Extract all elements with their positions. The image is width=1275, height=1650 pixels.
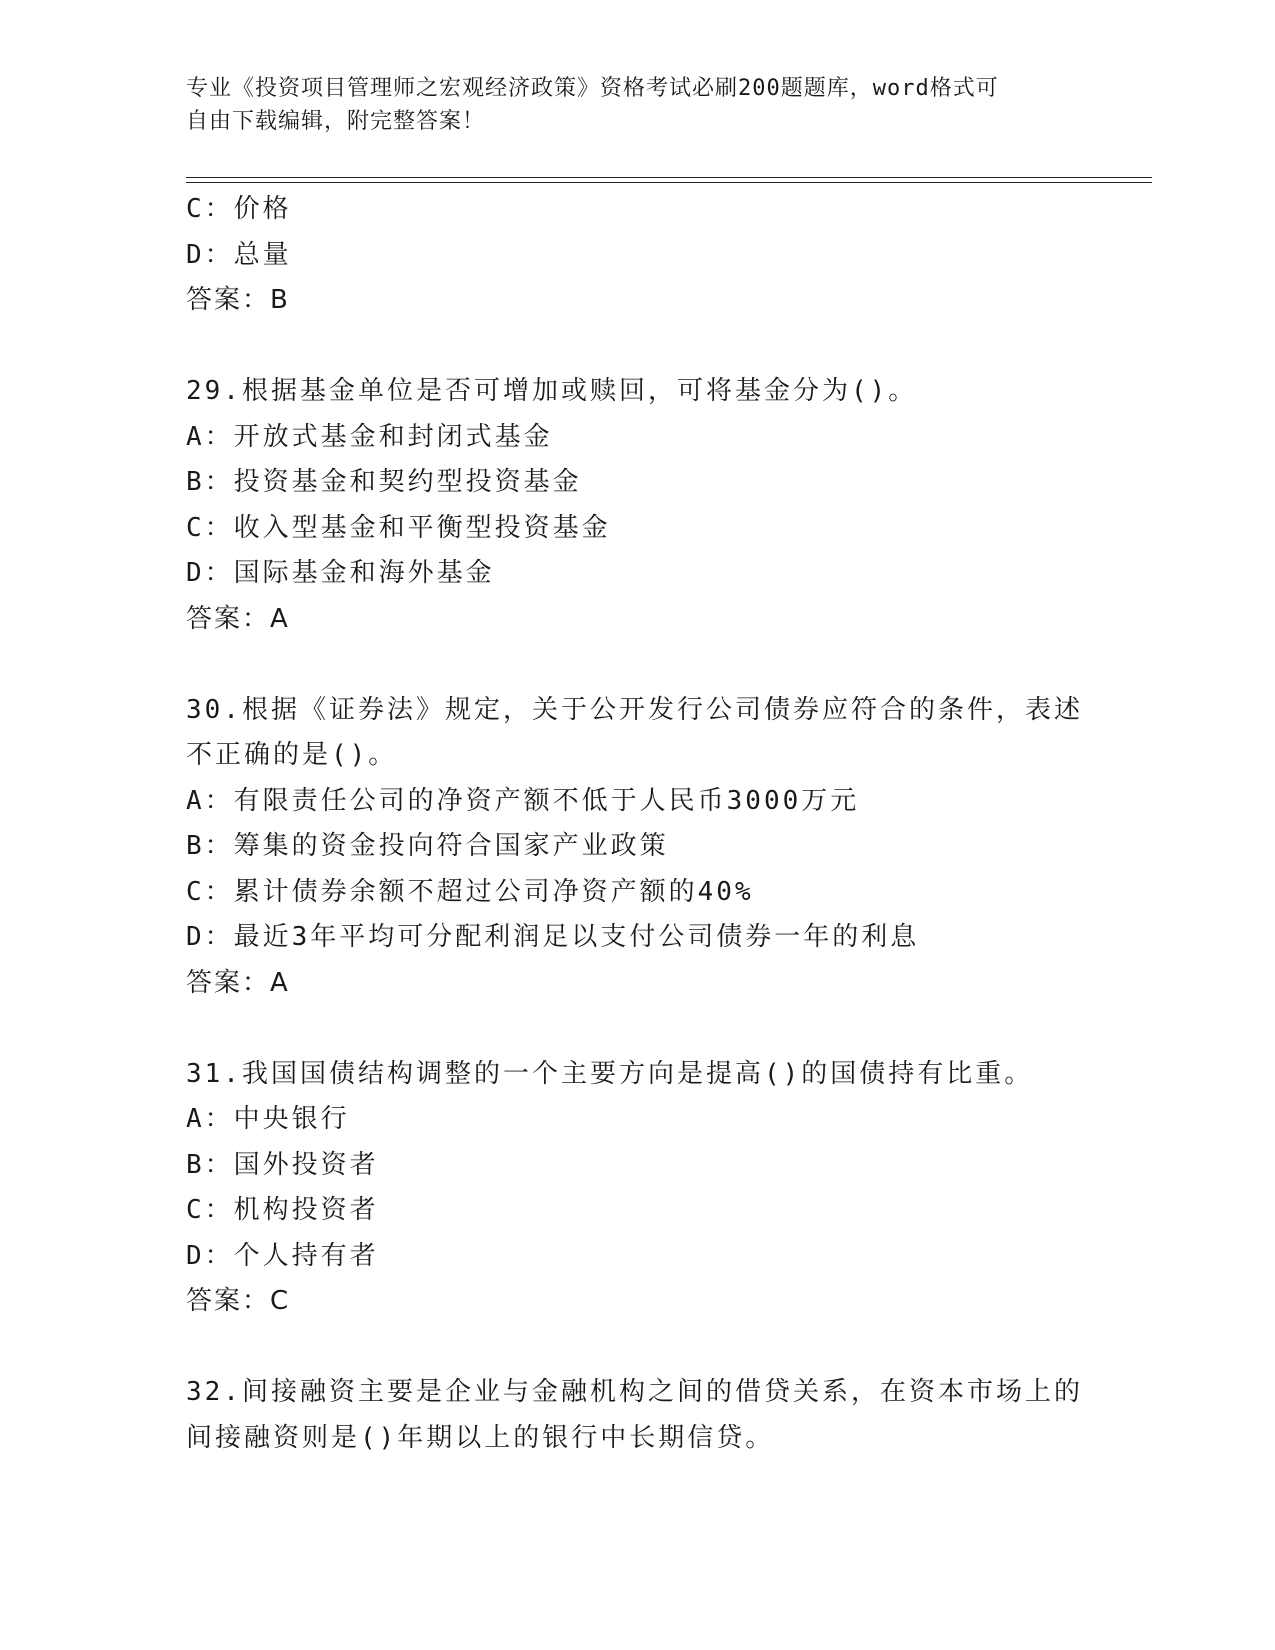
header-line-2: 自由下载编辑，附完整答案！ — [186, 109, 486, 134]
document-header — [186, 72, 1066, 138]
question-body — [186, 187, 1086, 1461]
question-29-option-c: C：收入型基金和平衡型投资基金 — [186, 512, 611, 543]
question-31-option-b: B：国外投资者 — [186, 1149, 379, 1180]
question-31-text: 31.我国国债结构调整的一个主要方向是提高()的国债持有比重。 — [186, 1058, 1034, 1089]
spacer — [186, 1006, 1086, 1052]
header-rule-bottom — [186, 182, 1152, 183]
header-rule-top — [186, 177, 1152, 178]
question-31-option-a: A：中央银行 — [186, 1104, 350, 1134]
question-29-option-d: D：国际基金和海外基金 — [186, 558, 495, 588]
question-31-answer: 答案：C — [186, 1286, 291, 1316]
question-30-option-a: A：有限责任公司的净资产额不低于人民币3000万元 — [186, 785, 860, 816]
question-32-text-line-2: 间接融资则是()年期以上的银行中长期信贷。 — [186, 1422, 775, 1453]
option-c: C：价格 — [186, 194, 292, 224]
question-31-option-d: D：个人持有者 — [186, 1240, 379, 1271]
answer: 答案：B — [186, 285, 290, 315]
question-30-option-c: C：累计债券余额不超过公司净资产额的40% — [186, 876, 754, 907]
question-31-option-c: C：机构投资者 — [186, 1195, 379, 1225]
question-29-option-b: B：投资基金和契约型投资基金 — [186, 467, 582, 497]
question-30-text-line-1: 30.根据《证券法》规定，关于公开发行公司债券应符合的条件，表述 — [186, 694, 1083, 725]
spacer — [186, 642, 1086, 688]
question-30-answer: 答案：A — [186, 967, 290, 998]
question-29-option-a: A：开放式基金和封闭式基金 — [186, 421, 553, 452]
header-line-1: 专业《投资项目管理师之宏观经济政策》资格考试必刷200题题库，word格式可 — [186, 76, 999, 101]
question-30-option-b: B：筹集的资金投向符合国家产业政策 — [186, 831, 669, 861]
spacer — [186, 1325, 1086, 1371]
question-32-text-line-1: 32.间接融资主要是企业与金融机构之间的借贷关系，在资本市场上的 — [186, 1377, 1083, 1407]
spacer — [186, 324, 1086, 370]
question-29-answer: 答案：A — [186, 603, 290, 634]
option-d: D：总量 — [186, 239, 292, 270]
question-30-option-d: D：最近3年平均可分配利润足以支付公司债券一年的利息 — [186, 922, 920, 952]
question-29-text: 29.根据基金单位是否可增加或赎回，可将基金分为()。 — [186, 376, 918, 406]
question-30-text-line-2: 不正确的是()。 — [186, 740, 398, 770]
